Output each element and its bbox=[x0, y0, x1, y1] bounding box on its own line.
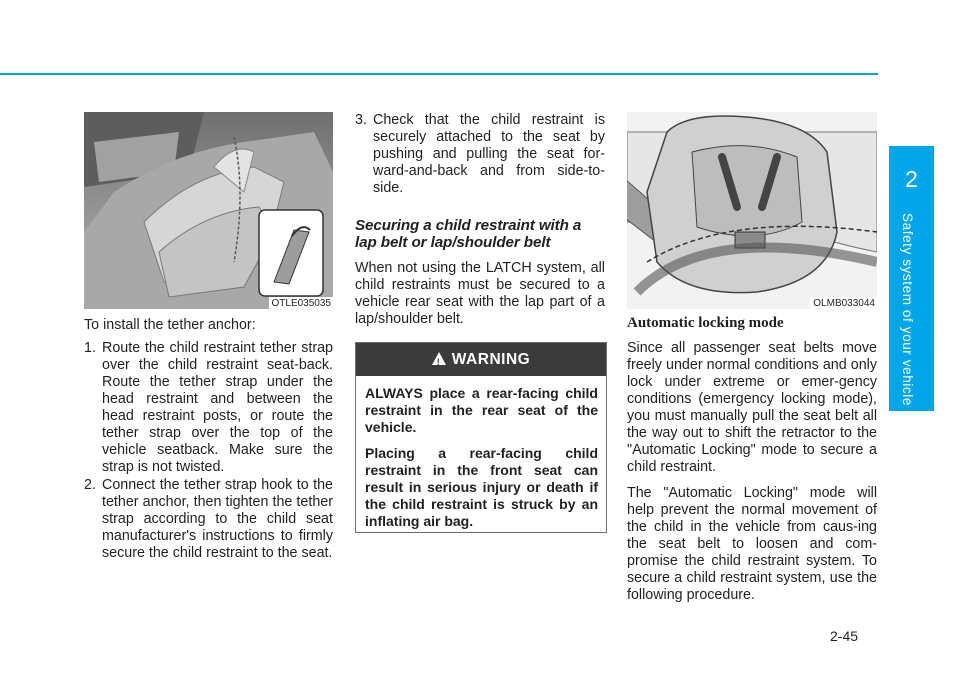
child-seat-illustration bbox=[627, 112, 877, 309]
figure-code: OLMB033044 bbox=[810, 297, 877, 309]
list-item: 2. Connect the tether strap hook to the tether anchor, then tighten the tether strap according to the child seat manufacturer's instructions to firmly secure the child restraint to the seat. bbox=[84, 477, 333, 561]
right-column bbox=[627, 112, 877, 604]
middle-column bbox=[355, 112, 605, 533]
figure-code: OTLE035035 bbox=[269, 297, 334, 309]
body-text: When not using the LATCH system, all child restraints must be secured to a vehicle rear seat with the lap part of a lap/shoulder belt. bbox=[355, 260, 605, 327]
warning-triangle-icon bbox=[432, 352, 446, 365]
chapter-number: 2 bbox=[905, 166, 918, 192]
warning-paragraph: Placing a rear-facing child restraint in the front seat can result in serious injury or death if the child restraint is struck by an inflating air bag. bbox=[365, 445, 598, 529]
body-paragraph: The "Automatic Locking" mode will help prevent the normal movement of the child in the vehicle from caus-ing the seat belt to loosen and com-promise the child restraint system. To secure a child restraint system, use the following procedure. bbox=[627, 485, 877, 603]
warning-title: WARNING bbox=[451, 351, 531, 368]
warning-paragraph: ALWAYS place a rear-facing child restraint in the rear seat of the vehicle. bbox=[365, 385, 598, 435]
left-column bbox=[84, 112, 333, 562]
intro-text: To install the tether anchor: bbox=[84, 317, 256, 333]
chapter-tab bbox=[889, 146, 934, 411]
list-item: 3. Check that the child restraint is securely attached to the seat by pushing and pulling the seat for-ward-and-back and from side-to-side. bbox=[355, 112, 605, 196]
figure-child-seat bbox=[627, 112, 877, 309]
warning-box bbox=[355, 342, 607, 533]
section-heading: Automatic locking mode bbox=[627, 315, 784, 331]
header-rule bbox=[0, 73, 878, 75]
chapter-title: Safety system of your vehicle bbox=[900, 213, 915, 406]
list-item: 1. Route the child restraint tether strap over the child restraint seat-back. Route the tether strap under the head restraint and between the head restraint posts, or route the tether strap over the top of the vehicle seatback. Make sure the strap is not twisted. bbox=[84, 340, 333, 475]
body-paragraph: Since all passenger seat belts move freely under normal conditions and only lock under extreme or emer-gency conditions (emergency locking mode), you must manually pull the seat belt all the way out to shift the retractor to the "Automatic Locking" mode to secure a child restraint. bbox=[627, 340, 877, 475]
section-heading: Securing a child restraint with a lap belt or lap/shoulder belt bbox=[355, 217, 582, 251]
steps-list bbox=[84, 340, 333, 562]
figure-tether-anchor bbox=[84, 112, 333, 309]
warning-header bbox=[356, 343, 606, 376]
steps-list-continued bbox=[355, 112, 605, 197]
car-rear-seat-illustration bbox=[84, 112, 333, 309]
page-number: 2-45 bbox=[830, 628, 859, 644]
warning-body bbox=[356, 376, 606, 530]
